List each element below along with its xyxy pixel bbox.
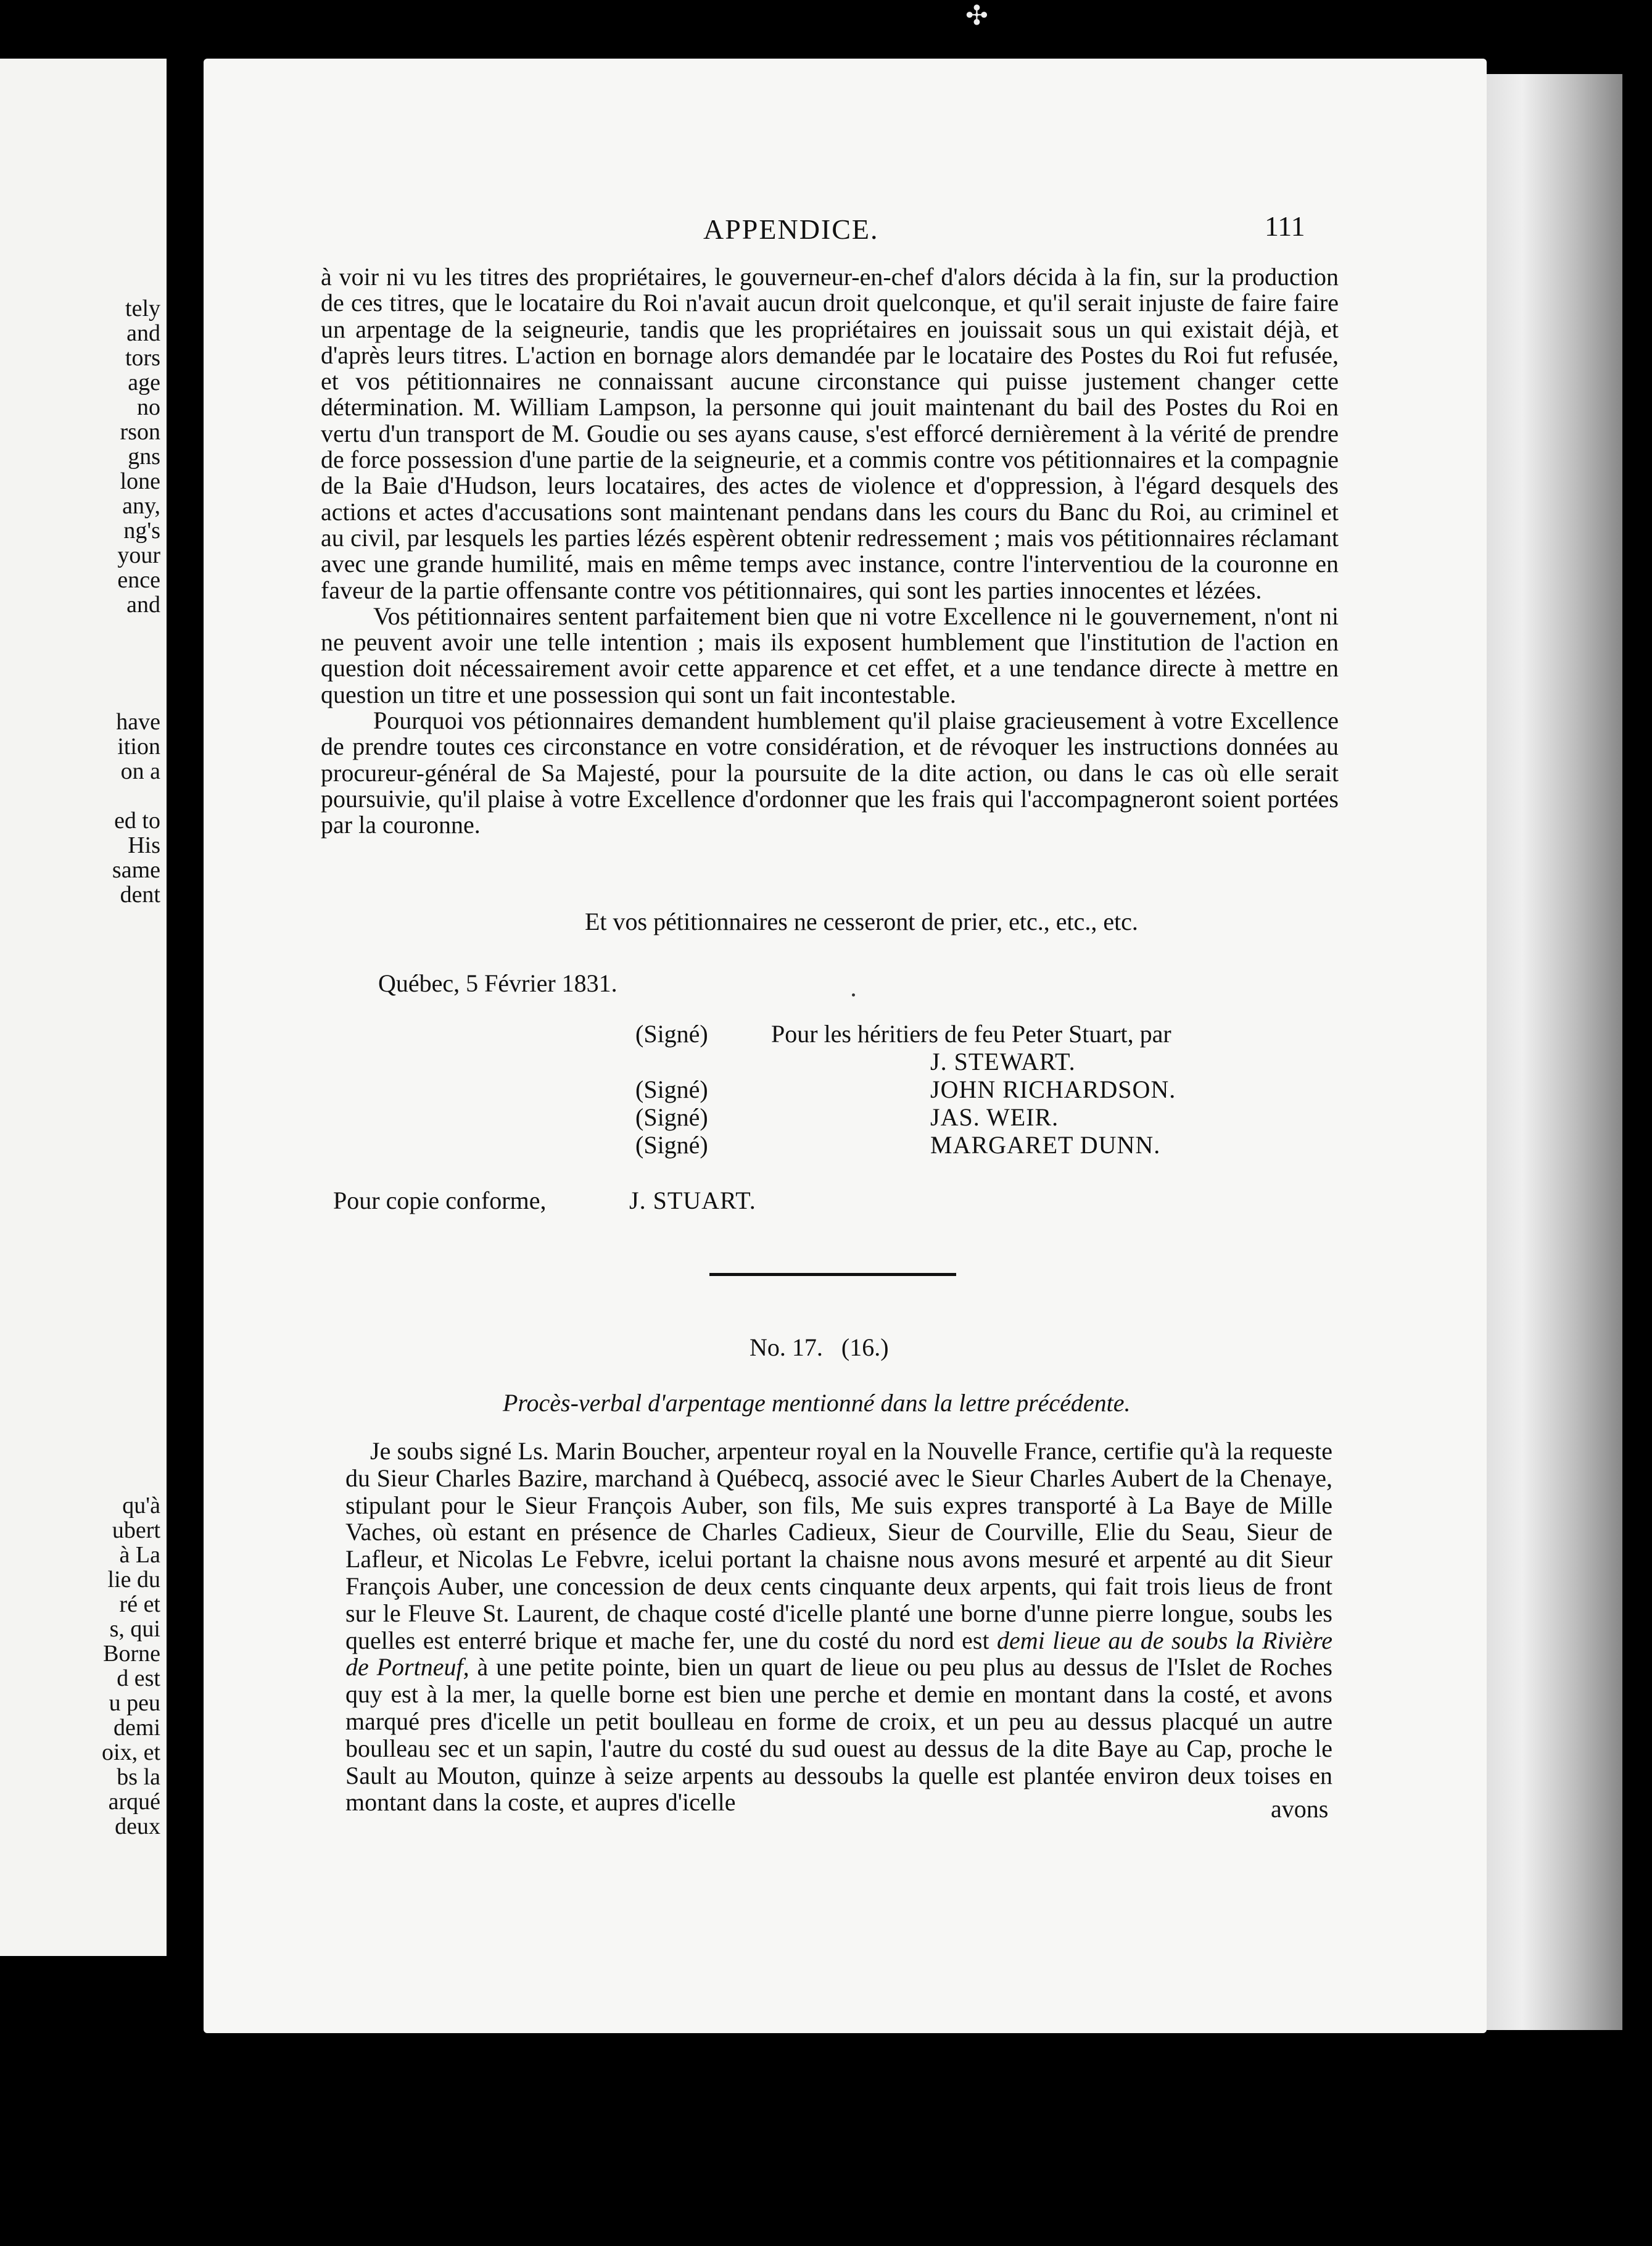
paragraph: Vos pétitionnaires sentent parfaitement bien que ni votre Excellence ni le gouvernement, n'ont ni ne peuvent avoir une telle intention ; mais ils exposent humblement que l'institution de l'action en question doit nécessairement avoir cette apparence et cet effet, et a une tendance directe à mettre en question un titre et une possession qui sont un fait incontestable. [321, 602, 1339, 708]
facing-page-line: and [126, 320, 160, 346]
facing-page-line: same [112, 857, 160, 883]
proces-verbal-text [345, 1438, 1332, 1816]
facing-page-line: on a [120, 758, 160, 784]
facing-page-line: Borne [103, 1641, 160, 1667]
document-title: Procès-verbal d'arpentage mentionné dans la lettre précédente. [503, 1389, 1131, 1417]
signatory-name: JOHN RICHARDSON. [930, 1075, 1176, 1103]
signe-label: (Signé) [635, 1075, 708, 1103]
facing-page-line: age [128, 370, 160, 396]
facing-page-line: and [126, 592, 160, 618]
signatory-name: MARGARET DUNN. [930, 1131, 1161, 1159]
page-number: 111 [1265, 210, 1305, 242]
signe-label: (Signé) [635, 1020, 708, 1048]
signatory-name: JAS. WEIR. [930, 1103, 1059, 1131]
facing-page-line: ré et [119, 1591, 160, 1617]
facing-page-line [0, 784, 160, 808]
section-divider [709, 1273, 956, 1276]
paragraph-start: Je soubs signé Ls. Marin Boucher, arpenteur royal en la Nouvelle France, certifie qu'à la requeste du Sieur Charles Bazire, marchand à Québecq, associé avec le Sieur Charles Aubert de la Chenaye, stipulant pour le Sieur François Auber, son fils, Me suis expres transporté à La Baye de Mille Vaches, où estant en présence de Charles Cadieux, Sieur de Courville, Elie du Seau, Sieur de Lafleur, et Nicolas Le Febvre, icelui portant la chaisne nous avons mesuré et arpenté au dit Sieur François Auber, une concession de deux cents cinquante deux arpents, qui fait trois lieus de front sur le Fleuve St. Laurent, de chaque costé d'icelle planté une borne d'unne pierre longue, soubs les quelles est enterré brique et mache fer, une du costé du nord est [345, 1437, 1332, 1654]
facing-page-line: dent [120, 882, 160, 908]
signe-label: (Signé) [635, 1103, 708, 1131]
signe-label: (Signé) [635, 1131, 708, 1159]
facing-page-fragments-2 [0, 710, 160, 907]
document-number: No. 17. (16.) [750, 1333, 889, 1361]
facing-page-line: lie du [107, 1567, 160, 1593]
facing-page-line: u peu [109, 1690, 160, 1716]
facing-page-line: arqué [108, 1789, 160, 1815]
paragraph: Pourquoi vos pétionnaires demandent humblement qu'il plaise gracieusement à votre Excellence de prendre toutes ces circonstance en votre considération, et de révoquer les instructions données au procureur-général de Sa Majesté, pour la poursuite de la dite action, ou dans le cas où elle serait poursuivie, qu'il plaise à votre Excellence d'ordonner que les frais qui l'accompagneront soient portées par la couronne. [321, 707, 1339, 839]
facing-page-line: ubert [112, 1517, 160, 1543]
facing-page-line: deux [115, 1813, 160, 1839]
heirs-line: Pour les héritiers de feu Peter Stuart, par [771, 1020, 1171, 1048]
signatory-name: J. STEWART. [930, 1048, 1076, 1075]
facing-page-line: oix, et [102, 1739, 160, 1765]
facing-page-line: tors [125, 345, 160, 371]
paragraph: à voir ni vu les titres des propriétaires, le gouverneur-en-chef d'alors décida à la fin, sur la production de ces titres, que le locataire du Roi n'avait aucun droit quelconque, et qu'il serait injuste de faire faire un arpentage de la seigneurie, tandis que les propriétaires en jouissait sous un qui existait déjà, et d'après leurs titres. L'action en bornage alors demandée par le locataire des Postes du Roi fut refusée, et vos pétitionnaires ne connaissant aucune circonstance qui puisse justement changer cette détermination. M. William Lampson, la personne qui jouit maintenant du bail des Postes du Roi en vertu d'un transport de M. Goudie ou ses ayans cause, s'est efforcé dernièrement à la vérité de prendre de force possession d'une partie de la seigneurie, et a commis contre vos pétitionnaires et la compagnie de la Baie d'Hudson, leurs locataires, des actes de violence et d'oppression, à l'égard desquels des actions et actes d'accusations sont maintenant pendans dans les cours du Banc du Roi, au criminel et au civil, par lesquels les parties lézés espèrent obtenir redressement ; mais vos pétitionnaires réclamant avec une grande humilité, mais en même temps avec instance, contre l'interventiou de la couronne en faveur de la partie offensante contre vos pétitionnaires, qui sont les parties innocentes et lézées. [321, 263, 1339, 604]
date-line: Québec, 5 Février 1831. [378, 969, 617, 997]
book-page-edges [1468, 74, 1622, 2030]
facing-page-line: ence [117, 567, 160, 593]
facing-page-line: gns [128, 444, 160, 470]
scan-mark: ✣ [965, 1, 988, 31]
catchword: avons [1271, 1795, 1329, 1823]
facing-page-line: d est [117, 1665, 160, 1691]
facing-page-line: qu'à [122, 1493, 160, 1519]
copy-signatory: J. STUART. [629, 1187, 756, 1214]
petition-text [321, 264, 1339, 839]
facing-page-line: à La [119, 1542, 160, 1568]
facing-page-line: lone [120, 468, 160, 494]
facing-page-line: ed to [114, 808, 160, 834]
facing-page-line: s, qui [109, 1616, 160, 1642]
facing-page-line: bs la [117, 1764, 160, 1790]
facing-page-edge [0, 59, 167, 1956]
closing-line: Et vos pétitionnaires ne cesseront de prier, etc., etc., etc. [585, 908, 1138, 935]
ink-speck [852, 993, 855, 997]
running-header: APPENDICE. [703, 213, 879, 245]
copy-label: Pour copie conforme, [333, 1187, 547, 1214]
italic-phrase: demi lieue au de soubs la Rivière de Portneuf, [345, 1626, 1333, 1681]
facing-page-line: have [116, 709, 160, 735]
facing-page-line: ng's [123, 518, 160, 544]
paragraph-end: à une petite pointe, bien un quart de lieue ou peu plus au dessus de l'Islet de Roches quy est à la mer, la quelle borne est bien une perche et demie en montant dans la costé, et avons marqué pres d'icelle un petit boulleau en forme de croix, et un peu au dessus placqué un autre boulleau sec et un sapin, l'autre du costé du sud ouest au dessus de la dite Baye au Cap, proche le Sault au Mouton, quinze à seize arpents au dessoubs la quelle est plantée environ deux toises en montant dans la coste, et aupres d'icelle [345, 1653, 1333, 1817]
facing-page-line: ition [117, 734, 160, 760]
facing-page-fragments-1 [0, 296, 160, 617]
facing-page-fragments-3 [0, 1493, 160, 1839]
facing-page-line: any, [122, 493, 160, 519]
facing-page-line: no [137, 394, 160, 420]
facing-page-line: your [117, 542, 160, 568]
facing-page-line: tely [125, 296, 160, 321]
facing-page-line: His [128, 832, 160, 858]
facing-page-line: rson [120, 419, 160, 445]
facing-page-line: demi [114, 1715, 160, 1741]
paragraph [345, 1438, 1332, 1816]
